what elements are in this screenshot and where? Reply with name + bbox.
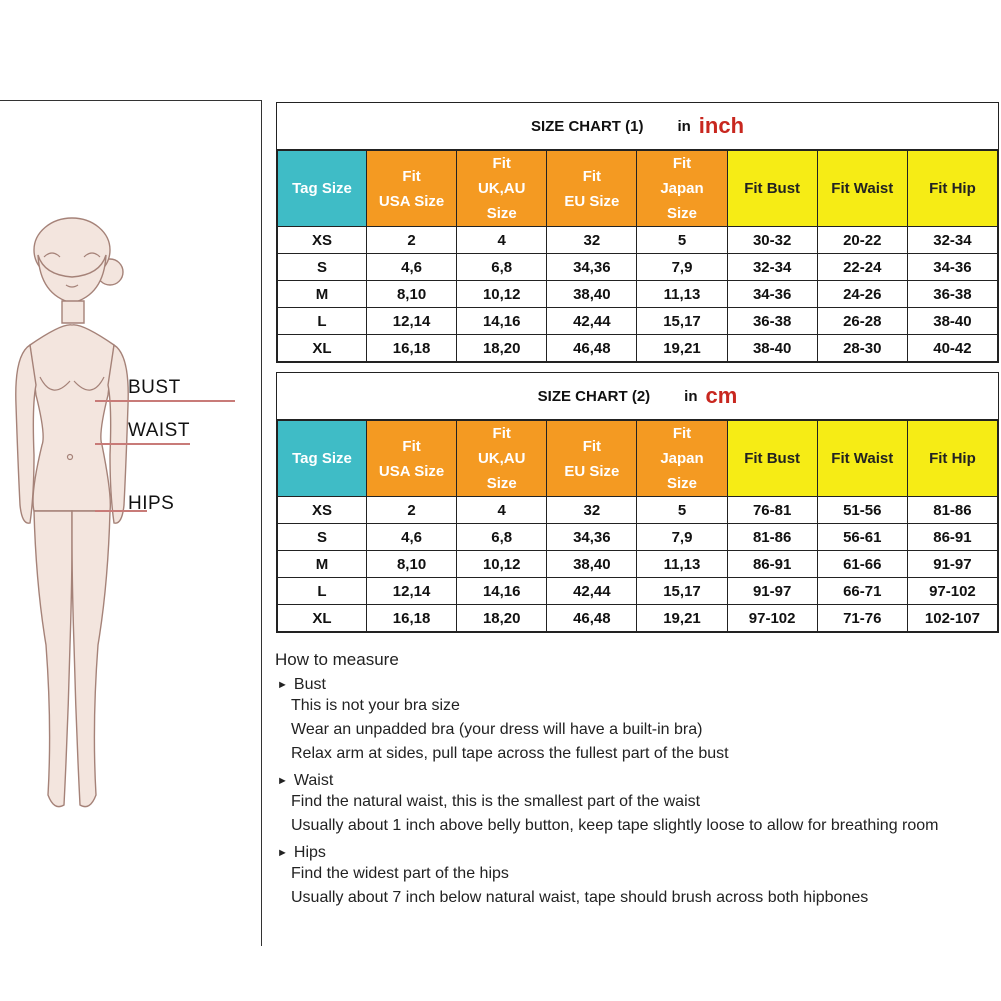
column-header-label: Fit Hip — [929, 180, 976, 197]
triangle-bullet-icon: ► — [277, 679, 288, 691]
table-cell: 36-38 — [907, 281, 997, 308]
measure-line: Usually about 7 inch below natural waist, tape should brush across both hipbones — [291, 889, 869, 906]
table-cell: 5 — [637, 227, 727, 254]
chart-unit-prefix: in — [677, 117, 691, 135]
column-header — [637, 421, 727, 497]
table-cell: 19,21 — [637, 605, 727, 632]
table-cell: 38-40 — [727, 335, 817, 362]
chart-title-bar — [277, 103, 998, 150]
tag-size-cell: XL — [278, 335, 367, 362]
column-header-label: Fit Hip — [929, 450, 976, 467]
tag-size-cell: L — [278, 308, 367, 335]
measure-line: Usually about 1 inch above belly button, keep tape slightly loose to allow for breathing room — [291, 817, 939, 834]
table-cell: 7,9 — [637, 254, 727, 281]
table-row — [278, 254, 998, 281]
table-cell: 34-36 — [907, 254, 997, 281]
column-header-label: Fit Bust — [744, 450, 801, 467]
waist-guide-line — [95, 443, 190, 445]
table-row — [278, 227, 998, 254]
table-cell: 11,13 — [637, 281, 727, 308]
table-row — [278, 578, 998, 605]
triangle-bullet-icon: ► — [277, 847, 288, 859]
measure-line: Find the natural waist, this is the smallest part of the waist — [291, 793, 701, 810]
table-cell: 8,10 — [367, 551, 457, 578]
table-cell: 56-61 — [817, 524, 907, 551]
bust-label: BUST — [128, 377, 181, 398]
header-row — [278, 151, 998, 227]
table-cell: 32-34 — [907, 227, 997, 254]
table-cell: 51-56 — [817, 497, 907, 524]
size-table — [277, 420, 998, 632]
table-cell: 2 — [367, 227, 457, 254]
table-cell: 14,16 — [457, 308, 547, 335]
body-figure-illustration — [0, 205, 150, 825]
column-header — [907, 421, 997, 497]
table-cell: 22-24 — [817, 254, 907, 281]
measure-line: Wear an unpadded bra (your dress will have a built-in bra) — [291, 721, 703, 738]
table-cell: 4,6 — [367, 524, 457, 551]
triangle-bullet-icon: ► — [277, 775, 288, 787]
measure-hips-section — [277, 844, 1001, 910]
column-header — [817, 421, 907, 497]
table-cell: 20-22 — [817, 227, 907, 254]
table-cell: 18,20 — [457, 605, 547, 632]
frame-top-line — [0, 100, 262, 101]
column-header — [367, 421, 457, 497]
table-cell: 5 — [637, 497, 727, 524]
tag-size-cell: M — [278, 281, 367, 308]
table-cell: 97-102 — [907, 578, 997, 605]
column-header-label: Tag Size — [292, 180, 352, 197]
column-header — [907, 151, 997, 227]
frame-divider-line — [261, 100, 262, 946]
table-cell: 15,17 — [637, 578, 727, 605]
chart-unit: inch — [698, 113, 745, 138]
table-cell: 8,10 — [367, 281, 457, 308]
tag-size-cell: XL — [278, 605, 367, 632]
column-header-label: Fit USA Size — [378, 167, 445, 210]
table-cell: 7,9 — [637, 524, 727, 551]
table-cell: 40-42 — [907, 335, 997, 362]
column-header-label: Fit Waist — [831, 180, 894, 197]
tag-size-cell: XS — [278, 227, 367, 254]
table-cell: 34,36 — [547, 524, 637, 551]
column-header-label: Fit EU Size — [564, 437, 620, 480]
table-cell: 42,44 — [547, 308, 637, 335]
table-cell: 14,16 — [457, 578, 547, 605]
table-row — [278, 605, 998, 632]
table-cell: 36-38 — [727, 308, 817, 335]
table-cell: 10,12 — [457, 281, 547, 308]
column-header-label: Fit USA Size — [378, 437, 445, 480]
table-cell: 32 — [547, 227, 637, 254]
column-header-label: Fit Waist — [831, 450, 894, 467]
table-cell: 4 — [457, 497, 547, 524]
measure-hips-title: Hips — [293, 844, 326, 861]
table-cell: 12,14 — [367, 308, 457, 335]
measure-bust-section — [277, 676, 1001, 766]
chart-unit-prefix: in — [684, 387, 698, 405]
table-cell: 24-26 — [817, 281, 907, 308]
table-cell: 30-32 — [727, 227, 817, 254]
table-cell: 16,18 — [367, 335, 457, 362]
table-cell: 61-66 — [817, 551, 907, 578]
table-row — [278, 497, 998, 524]
measure-waist-section — [277, 772, 1001, 838]
measure-heading: How to measure — [275, 650, 399, 669]
header-row — [278, 421, 998, 497]
table-cell: 2 — [367, 497, 457, 524]
table-cell: 46,48 — [547, 605, 637, 632]
table-cell: 71-76 — [817, 605, 907, 632]
table-cell: 32-34 — [727, 254, 817, 281]
table-cell: 91-97 — [727, 578, 817, 605]
chart-title: SIZE CHART (2) — [537, 387, 651, 405]
chart-unit: cm — [705, 383, 738, 408]
table-cell: 38-40 — [907, 308, 997, 335]
column-header — [727, 421, 817, 497]
table-cell: 26-28 — [817, 308, 907, 335]
table-cell: 66-71 — [817, 578, 907, 605]
column-header — [727, 151, 817, 227]
table-cell: 6,8 — [457, 254, 547, 281]
column-header — [457, 421, 547, 497]
measure-waist-title: Waist — [293, 772, 334, 789]
table-cell: 81-86 — [907, 497, 997, 524]
table-row — [278, 524, 998, 551]
table-row — [278, 335, 998, 362]
table-cell: 91-97 — [907, 551, 997, 578]
column-header — [547, 421, 637, 497]
column-header-label: Tag Size — [292, 450, 352, 467]
measure-bust-title: Bust — [293, 676, 326, 693]
column-header-label: Fit Japan Size — [660, 425, 704, 492]
hips-label: HIPS — [128, 493, 175, 514]
table-cell: 38,40 — [547, 281, 637, 308]
table-cell: 42,44 — [547, 578, 637, 605]
table-cell: 6,8 — [457, 524, 547, 551]
tag-size-cell: L — [278, 578, 367, 605]
column-header — [278, 421, 367, 497]
column-header — [547, 151, 637, 227]
table-row — [278, 281, 998, 308]
size-chart-inch — [276, 102, 999, 363]
table-cell: 97-102 — [727, 605, 817, 632]
table-cell: 4 — [457, 227, 547, 254]
tag-size-cell: M — [278, 551, 367, 578]
table-cell: 34-36 — [727, 281, 817, 308]
measure-line: Find the widest part of the hips — [291, 865, 509, 882]
column-header-label: Fit Bust — [744, 180, 801, 197]
table-cell: 34,36 — [547, 254, 637, 281]
column-header-label: Fit UK,AU Size — [477, 155, 526, 222]
column-header-label: Fit EU Size — [564, 167, 620, 210]
chart-title: SIZE CHART (1) — [530, 117, 644, 135]
table-cell: 15,17 — [637, 308, 727, 335]
table-cell: 76-81 — [727, 497, 817, 524]
table-cell: 32 — [547, 497, 637, 524]
tag-size-cell: S — [278, 524, 367, 551]
table-cell: 10,12 — [457, 551, 547, 578]
measure-line: Relax arm at sides, pull tape across the fullest part of the bust — [291, 745, 729, 762]
column-header-label: Fit Japan Size — [660, 155, 704, 222]
tag-size-cell: S — [278, 254, 367, 281]
table-cell: 46,48 — [547, 335, 637, 362]
column-header — [817, 151, 907, 227]
column-header — [278, 151, 367, 227]
column-header-label: Fit UK,AU Size — [477, 425, 526, 492]
measure-line: This is not your bra size — [291, 697, 460, 714]
table-cell: 19,21 — [637, 335, 727, 362]
column-header — [457, 151, 547, 227]
table-cell: 4,6 — [367, 254, 457, 281]
chart-title-bar — [277, 373, 998, 420]
how-to-measure — [275, 650, 1001, 910]
table-cell: 81-86 — [727, 524, 817, 551]
tag-size-cell: XS — [278, 497, 367, 524]
size-chart-cm — [276, 372, 999, 633]
table-cell: 12,14 — [367, 578, 457, 605]
table-row — [278, 308, 998, 335]
table-cell: 18,20 — [457, 335, 547, 362]
table-cell: 28-30 — [817, 335, 907, 362]
table-cell: 38,40 — [547, 551, 637, 578]
table-cell: 86-91 — [727, 551, 817, 578]
column-header — [367, 151, 457, 227]
bust-guide-line — [95, 400, 235, 402]
column-header — [637, 151, 727, 227]
table-cell: 102-107 — [907, 605, 997, 632]
table-cell: 86-91 — [907, 524, 997, 551]
waist-label: WAIST — [128, 420, 190, 441]
table-row — [278, 551, 998, 578]
table-cell: 16,18 — [367, 605, 457, 632]
size-table — [277, 150, 998, 362]
table-cell: 11,13 — [637, 551, 727, 578]
